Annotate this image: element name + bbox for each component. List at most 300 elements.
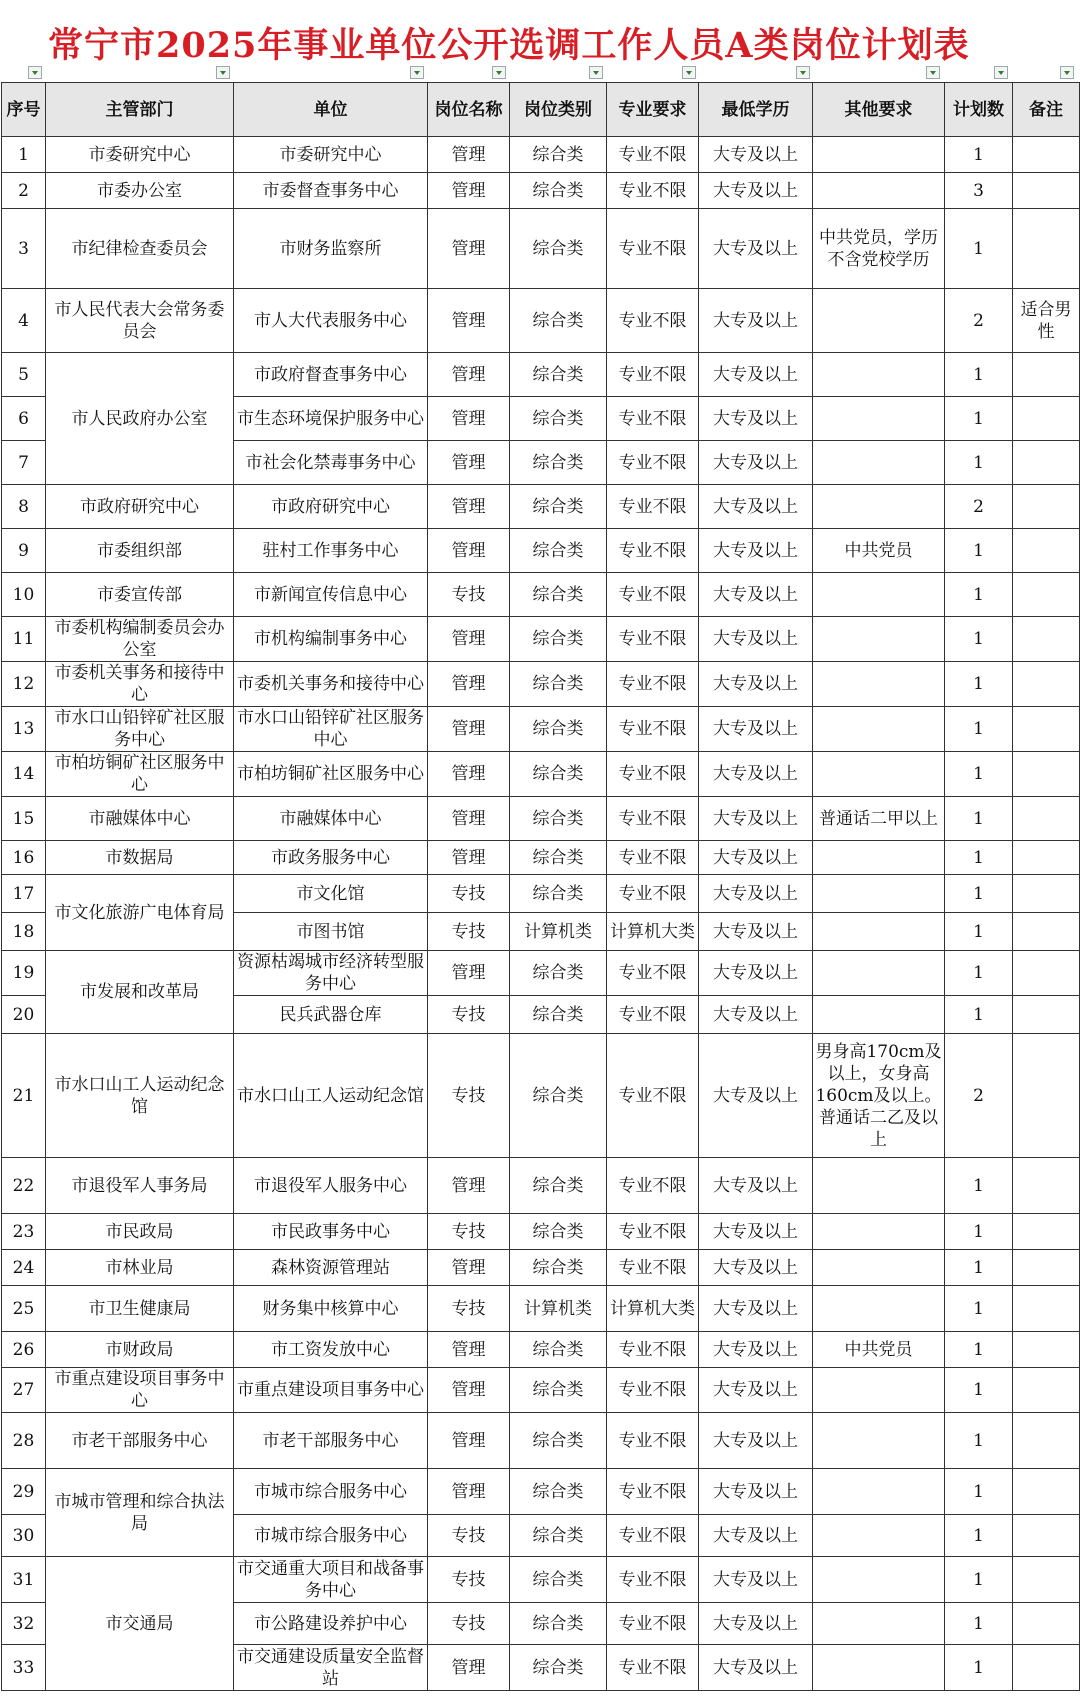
cell-no[interactable]: 31 [2,1557,46,1603]
cell-unit[interactable]: 市机构编制事务中心 [234,617,428,662]
cell-unit[interactable]: 市政务服务中心 [234,841,428,875]
cell-unit[interactable]: 市柏坊铜矿社区服务中心 [234,752,428,797]
cell-education[interactable]: 大专及以上 [699,209,813,289]
filter-dropdown-icon[interactable] [216,66,230,79]
cell-dept[interactable]: 市数据局 [46,841,234,875]
cell-category[interactable]: 综合类 [510,875,607,913]
cell-unit[interactable]: 森林资源管理站 [234,1250,428,1286]
cell-category[interactable]: 综合类 [510,1515,607,1557]
cell-post[interactable]: 管理 [428,797,510,841]
cell-education[interactable]: 大专及以上 [699,1557,813,1603]
cell-plan-count[interactable]: 1 [945,1158,1013,1214]
cell-no[interactable]: 15 [2,797,46,841]
cell-category[interactable]: 综合类 [510,1603,607,1645]
cell-education[interactable]: 大专及以上 [699,752,813,797]
cell-no[interactable]: 18 [2,913,46,951]
cell-education[interactable]: 大专及以上 [699,1332,813,1368]
cell-no[interactable]: 25 [2,1286,46,1332]
cell-unit[interactable]: 市生态环境保护服务中心 [234,397,428,441]
column-header[interactable]: 其他要求 [813,83,945,137]
cell-note[interactable] [1013,662,1080,707]
cell-unit[interactable]: 市图书馆 [234,913,428,951]
cell-major[interactable]: 专业不限 [607,1034,699,1158]
cell-category[interactable]: 综合类 [510,137,607,173]
cell-no[interactable]: 9 [2,529,46,573]
cell-education[interactable]: 大专及以上 [699,1603,813,1645]
cell-no[interactable]: 10 [2,573,46,617]
cell-note[interactable] [1013,1469,1080,1515]
cell-note[interactable] [1013,617,1080,662]
cell-post[interactable]: 管理 [428,353,510,397]
cell-no[interactable]: 24 [2,1250,46,1286]
cell-plan-count[interactable]: 1 [945,1603,1013,1645]
cell-note[interactable] [1013,1250,1080,1286]
cell-post[interactable]: 管理 [428,1332,510,1368]
cell-unit[interactable]: 市重点建设项目事务中心 [234,1368,428,1413]
cell-plan-count[interactable]: 1 [945,951,1013,996]
cell-education[interactable]: 大专及以上 [699,1645,813,1691]
cell-major[interactable]: 专业不限 [607,1214,699,1250]
cell-major[interactable]: 专业不限 [607,173,699,209]
cell-plan-count[interactable]: 1 [945,1332,1013,1368]
cell-education[interactable]: 大专及以上 [699,841,813,875]
cell-other-req[interactable]: 中共党员 [813,529,945,573]
cell-education[interactable]: 大专及以上 [699,1034,813,1158]
filter-dropdown-icon[interactable] [682,66,696,79]
cell-note[interactable] [1013,1214,1080,1250]
cell-category[interactable]: 综合类 [510,353,607,397]
cell-post[interactable]: 专技 [428,573,510,617]
cell-plan-count[interactable]: 1 [945,996,1013,1034]
cell-unit[interactable]: 市退役军人服务中心 [234,1158,428,1214]
cell-major[interactable]: 专业不限 [607,1645,699,1691]
filter-dropdown-icon[interactable] [28,66,42,79]
cell-no[interactable]: 5 [2,353,46,397]
cell-plan-count[interactable]: 1 [945,662,1013,707]
column-header[interactable]: 岗位类别 [510,83,607,137]
cell-note[interactable] [1013,752,1080,797]
cell-post[interactable]: 管理 [428,1413,510,1469]
filter-dropdown-icon[interactable] [410,66,424,79]
cell-other-req[interactable] [813,707,945,752]
cell-other-req[interactable] [813,1645,945,1691]
cell-post[interactable]: 管理 [428,1158,510,1214]
filter-dropdown-icon[interactable] [926,66,940,79]
cell-no[interactable]: 14 [2,752,46,797]
cell-education[interactable]: 大专及以上 [699,1250,813,1286]
cell-major[interactable]: 专业不限 [607,1515,699,1557]
cell-no[interactable]: 28 [2,1413,46,1469]
cell-plan-count[interactable]: 1 [945,875,1013,913]
cell-major[interactable]: 专业不限 [607,1332,699,1368]
cell-no[interactable]: 1 [2,137,46,173]
cell-post[interactable]: 管理 [428,1250,510,1286]
cell-category[interactable]: 综合类 [510,1034,607,1158]
cell-dept[interactable]: 市委机构编制委员会办公室 [46,617,234,662]
cell-post[interactable]: 专技 [428,1214,510,1250]
cell-plan-count[interactable]: 1 [945,1469,1013,1515]
cell-no[interactable]: 19 [2,951,46,996]
cell-plan-count[interactable]: 1 [945,353,1013,397]
cell-unit[interactable]: 市水口山铅锌矿社区服务中心 [234,707,428,752]
cell-post[interactable]: 管理 [428,951,510,996]
cell-dept[interactable]: 市水口山工人运动纪念馆 [46,1034,234,1158]
cell-dept[interactable]: 市老干部服务中心 [46,1413,234,1469]
cell-dept[interactable]: 市委组织部 [46,529,234,573]
filter-dropdown-icon[interactable] [492,66,506,79]
cell-plan-count[interactable]: 1 [945,1368,1013,1413]
cell-plan-count[interactable]: 1 [945,397,1013,441]
cell-note[interactable] [1013,209,1080,289]
cell-major[interactable]: 专业不限 [607,1413,699,1469]
cell-major[interactable]: 专业不限 [607,441,699,485]
cell-education[interactable]: 大专及以上 [699,529,813,573]
cell-education[interactable]: 大专及以上 [699,797,813,841]
cell-no[interactable]: 32 [2,1603,46,1645]
cell-education[interactable]: 大专及以上 [699,173,813,209]
cell-no[interactable]: 26 [2,1332,46,1368]
cell-major[interactable]: 专业不限 [607,1368,699,1413]
cell-other-req[interactable] [813,397,945,441]
cell-note[interactable] [1013,875,1080,913]
cell-unit[interactable]: 驻村工作事务中心 [234,529,428,573]
cell-post[interactable]: 管理 [428,1469,510,1515]
column-header[interactable]: 备注 [1013,83,1080,137]
column-header[interactable]: 专业要求 [607,83,699,137]
cell-major[interactable]: 专业不限 [607,573,699,617]
cell-major[interactable]: 专业不限 [607,662,699,707]
cell-category[interactable]: 综合类 [510,617,607,662]
cell-unit[interactable]: 资源枯竭城市经济转型服务中心 [234,951,428,996]
filter-dropdown-icon[interactable] [1060,66,1074,79]
cell-category[interactable]: 综合类 [510,1250,607,1286]
cell-category[interactable]: 综合类 [510,441,607,485]
cell-major[interactable]: 专业不限 [607,353,699,397]
cell-dept[interactable]: 市政府研究中心 [46,485,234,529]
cell-post[interactable]: 管理 [428,289,510,353]
cell-other-req[interactable]: 中共党员 [813,1332,945,1368]
cell-post[interactable]: 管理 [428,137,510,173]
cell-no[interactable]: 27 [2,1368,46,1413]
cell-no[interactable]: 22 [2,1158,46,1214]
cell-plan-count[interactable]: 1 [945,1557,1013,1603]
cell-note[interactable] [1013,485,1080,529]
cell-note[interactable] [1013,573,1080,617]
cell-plan-count[interactable]: 1 [945,137,1013,173]
cell-category[interactable]: 综合类 [510,1332,607,1368]
cell-major[interactable]: 专业不限 [607,137,699,173]
column-header[interactable]: 序号 [2,83,46,137]
cell-dept[interactable]: 市交通局 [46,1557,234,1691]
cell-plan-count[interactable]: 1 [945,1645,1013,1691]
cell-other-req[interactable] [813,951,945,996]
cell-note[interactable] [1013,996,1080,1034]
cell-category[interactable]: 综合类 [510,1413,607,1469]
cell-unit[interactable]: 市老干部服务中心 [234,1413,428,1469]
cell-post[interactable]: 管理 [428,397,510,441]
cell-dept[interactable]: 市林业局 [46,1250,234,1286]
cell-major[interactable]: 专业不限 [607,397,699,441]
cell-no[interactable]: 30 [2,1515,46,1557]
cell-other-req[interactable] [813,1250,945,1286]
cell-other-req[interactable] [813,1515,945,1557]
column-header[interactable]: 主管部门 [46,83,234,137]
cell-plan-count[interactable]: 1 [945,209,1013,289]
cell-post[interactable]: 专技 [428,1034,510,1158]
cell-category[interactable]: 计算机类 [510,1286,607,1332]
cell-unit[interactable]: 市城市综合服务中心 [234,1515,428,1557]
cell-major[interactable]: 专业不限 [607,797,699,841]
cell-unit[interactable]: 市公路建设养护中心 [234,1603,428,1645]
cell-major[interactable]: 专业不限 [607,1557,699,1603]
cell-other-req[interactable] [813,1413,945,1469]
cell-education[interactable]: 大专及以上 [699,1368,813,1413]
cell-unit[interactable]: 市民政事务中心 [234,1214,428,1250]
cell-note[interactable] [1013,1286,1080,1332]
cell-education[interactable]: 大专及以上 [699,573,813,617]
filter-dropdown-icon[interactable] [589,66,603,79]
cell-category[interactable]: 综合类 [510,1557,607,1603]
cell-education[interactable]: 大专及以上 [699,1469,813,1515]
cell-no[interactable]: 11 [2,617,46,662]
cell-major[interactable]: 专业不限 [607,996,699,1034]
cell-dept[interactable]: 市民政局 [46,1214,234,1250]
cell-education[interactable]: 大专及以上 [699,1413,813,1469]
cell-dept[interactable]: 市重点建设项目事务中心 [46,1368,234,1413]
cell-post[interactable]: 管理 [428,173,510,209]
cell-no[interactable]: 12 [2,662,46,707]
cell-post[interactable]: 专技 [428,875,510,913]
cell-post[interactable]: 管理 [428,662,510,707]
cell-other-req[interactable]: 中共党员，学历不含党校学历 [813,209,945,289]
cell-post[interactable]: 管理 [428,529,510,573]
cell-other-req[interactable]: 男身高170cm及以上，女身高160cm及以上。普通话二乙及以上 [813,1034,945,1158]
cell-education[interactable]: 大专及以上 [699,1158,813,1214]
cell-no[interactable]: 3 [2,209,46,289]
filter-dropdown-icon[interactable] [796,66,810,79]
cell-no[interactable]: 13 [2,707,46,752]
cell-no[interactable]: 29 [2,1469,46,1515]
cell-unit[interactable]: 市交通建设质量安全监督站 [234,1645,428,1691]
cell-major[interactable]: 专业不限 [607,529,699,573]
cell-plan-count[interactable]: 1 [945,1250,1013,1286]
cell-major[interactable]: 专业不限 [607,1250,699,1286]
cell-post[interactable]: 管理 [428,209,510,289]
cell-unit[interactable]: 市财务监察所 [234,209,428,289]
cell-note[interactable] [1013,1645,1080,1691]
cell-category[interactable]: 计算机类 [510,913,607,951]
cell-other-req[interactable] [813,1214,945,1250]
cell-other-req[interactable] [813,441,945,485]
cell-plan-count[interactable]: 1 [945,797,1013,841]
cell-no[interactable]: 21 [2,1034,46,1158]
cell-post[interactable]: 专技 [428,1515,510,1557]
cell-education[interactable]: 大专及以上 [699,1515,813,1557]
column-header[interactable]: 岗位名称 [428,83,510,137]
cell-post[interactable]: 专技 [428,1603,510,1645]
cell-plan-count[interactable]: 2 [945,485,1013,529]
cell-dept[interactable]: 市纪律检查委员会 [46,209,234,289]
cell-major[interactable]: 专业不限 [607,752,699,797]
cell-note[interactable] [1013,137,1080,173]
cell-note[interactable] [1013,1413,1080,1469]
cell-category[interactable]: 综合类 [510,1158,607,1214]
cell-dept[interactable]: 市退役军人事务局 [46,1158,234,1214]
cell-education[interactable]: 大专及以上 [699,1214,813,1250]
cell-other-req[interactable] [813,137,945,173]
cell-no[interactable]: 8 [2,485,46,529]
cell-other-req[interactable] [813,875,945,913]
cell-plan-count[interactable]: 1 [945,1286,1013,1332]
cell-other-req[interactable] [813,1557,945,1603]
cell-plan-count[interactable]: 1 [945,913,1013,951]
cell-major[interactable]: 专业不限 [607,875,699,913]
cell-note[interactable] [1013,1332,1080,1368]
cell-no[interactable]: 17 [2,875,46,913]
cell-unit[interactable]: 财务集中核算中心 [234,1286,428,1332]
cell-dept[interactable]: 市委机关事务和接待中心 [46,662,234,707]
cell-dept[interactable]: 市人民代表大会常务委员会 [46,289,234,353]
cell-no[interactable]: 7 [2,441,46,485]
cell-category[interactable]: 综合类 [510,951,607,996]
cell-major[interactable]: 计算机大类 [607,1286,699,1332]
cell-major[interactable]: 专业不限 [607,485,699,529]
cell-plan-count[interactable]: 2 [945,1034,1013,1158]
cell-unit[interactable]: 市委研究中心 [234,137,428,173]
cell-dept[interactable]: 市水口山铅锌矿社区服务中心 [46,707,234,752]
cell-other-req[interactable] [813,289,945,353]
cell-plan-count[interactable]: 1 [945,841,1013,875]
cell-post[interactable]: 管理 [428,485,510,529]
cell-plan-count[interactable]: 1 [945,1515,1013,1557]
cell-category[interactable]: 综合类 [510,289,607,353]
cell-plan-count[interactable]: 1 [945,441,1013,485]
cell-education[interactable]: 大专及以上 [699,875,813,913]
cell-other-req[interactable] [813,617,945,662]
cell-unit[interactable]: 市委督查事务中心 [234,173,428,209]
cell-major[interactable]: 专业不限 [607,951,699,996]
cell-dept[interactable]: 市融媒体中心 [46,797,234,841]
cell-plan-count[interactable]: 2 [945,289,1013,353]
cell-no[interactable]: 4 [2,289,46,353]
cell-unit[interactable]: 市融媒体中心 [234,797,428,841]
cell-education[interactable]: 大专及以上 [699,617,813,662]
cell-category[interactable]: 综合类 [510,752,607,797]
cell-note[interactable] [1013,1368,1080,1413]
cell-unit[interactable]: 民兵武器仓库 [234,996,428,1034]
cell-dept[interactable]: 市卫生健康局 [46,1286,234,1332]
cell-dept[interactable]: 市发展和改革局 [46,951,234,1034]
cell-category[interactable]: 综合类 [510,1469,607,1515]
cell-other-req[interactable] [813,573,945,617]
cell-category[interactable]: 综合类 [510,841,607,875]
cell-note[interactable] [1013,797,1080,841]
cell-unit[interactable]: 市政府督查事务中心 [234,353,428,397]
cell-plan-count[interactable]: 1 [945,1214,1013,1250]
cell-education[interactable]: 大专及以上 [699,397,813,441]
cell-category[interactable]: 综合类 [510,996,607,1034]
cell-dept[interactable]: 市城市管理和综合执法局 [46,1469,234,1557]
cell-post[interactable]: 专技 [428,1286,510,1332]
cell-note[interactable]: 适合男性 [1013,289,1080,353]
cell-category[interactable]: 综合类 [510,1214,607,1250]
column-header[interactable]: 计划数 [945,83,1013,137]
cell-education[interactable]: 大专及以上 [699,441,813,485]
cell-post[interactable]: 管理 [428,1645,510,1691]
cell-note[interactable] [1013,707,1080,752]
cell-unit[interactable]: 市文化馆 [234,875,428,913]
cell-no[interactable]: 20 [2,996,46,1034]
cell-note[interactable] [1013,1034,1080,1158]
cell-dept[interactable]: 市委宣传部 [46,573,234,617]
cell-category[interactable]: 综合类 [510,529,607,573]
cell-other-req[interactable] [813,841,945,875]
cell-no[interactable]: 2 [2,173,46,209]
cell-unit[interactable]: 市城市综合服务中心 [234,1469,428,1515]
cell-other-req[interactable] [813,752,945,797]
cell-note[interactable] [1013,951,1080,996]
cell-education[interactable]: 大专及以上 [699,485,813,529]
cell-no[interactable]: 6 [2,397,46,441]
cell-no[interactable]: 33 [2,1645,46,1691]
cell-post[interactable]: 管理 [428,617,510,662]
cell-plan-count[interactable]: 1 [945,1413,1013,1469]
cell-note[interactable] [1013,441,1080,485]
cell-category[interactable]: 综合类 [510,209,607,289]
cell-note[interactable] [1013,353,1080,397]
cell-education[interactable]: 大专及以上 [699,951,813,996]
cell-category[interactable]: 综合类 [510,662,607,707]
cell-post[interactable]: 专技 [428,1557,510,1603]
column-header[interactable]: 最低学历 [699,83,813,137]
cell-major[interactable]: 专业不限 [607,209,699,289]
cell-post[interactable]: 专技 [428,996,510,1034]
cell-other-req[interactable] [813,173,945,209]
cell-post[interactable]: 管理 [428,752,510,797]
cell-note[interactable] [1013,841,1080,875]
cell-note[interactable] [1013,173,1080,209]
cell-major[interactable]: 专业不限 [607,1603,699,1645]
cell-category[interactable]: 综合类 [510,707,607,752]
cell-major[interactable]: 专业不限 [607,707,699,752]
cell-dept[interactable]: 市委办公室 [46,173,234,209]
cell-dept[interactable]: 市委研究中心 [46,137,234,173]
cell-other-req[interactable] [813,913,945,951]
cell-category[interactable]: 综合类 [510,485,607,529]
cell-category[interactable]: 综合类 [510,1645,607,1691]
cell-major[interactable]: 专业不限 [607,617,699,662]
cell-post[interactable]: 专技 [428,913,510,951]
cell-plan-count[interactable]: 1 [945,752,1013,797]
cell-category[interactable]: 综合类 [510,797,607,841]
cell-education[interactable]: 大专及以上 [699,1286,813,1332]
cell-post[interactable]: 管理 [428,441,510,485]
cell-category[interactable]: 综合类 [510,397,607,441]
cell-note[interactable] [1013,1158,1080,1214]
cell-plan-count[interactable]: 1 [945,617,1013,662]
column-header[interactable]: 单位 [234,83,428,137]
cell-other-req[interactable] [813,485,945,529]
cell-category[interactable]: 综合类 [510,1368,607,1413]
cell-note[interactable] [1013,397,1080,441]
cell-unit[interactable]: 市交通重大项目和战备事务中心 [234,1557,428,1603]
cell-other-req[interactable] [813,1469,945,1515]
cell-plan-count[interactable]: 1 [945,573,1013,617]
cell-major[interactable]: 专业不限 [607,1158,699,1214]
cell-no[interactable]: 16 [2,841,46,875]
cell-dept[interactable]: 市人民政府办公室 [46,353,234,485]
cell-post[interactable]: 管理 [428,1368,510,1413]
